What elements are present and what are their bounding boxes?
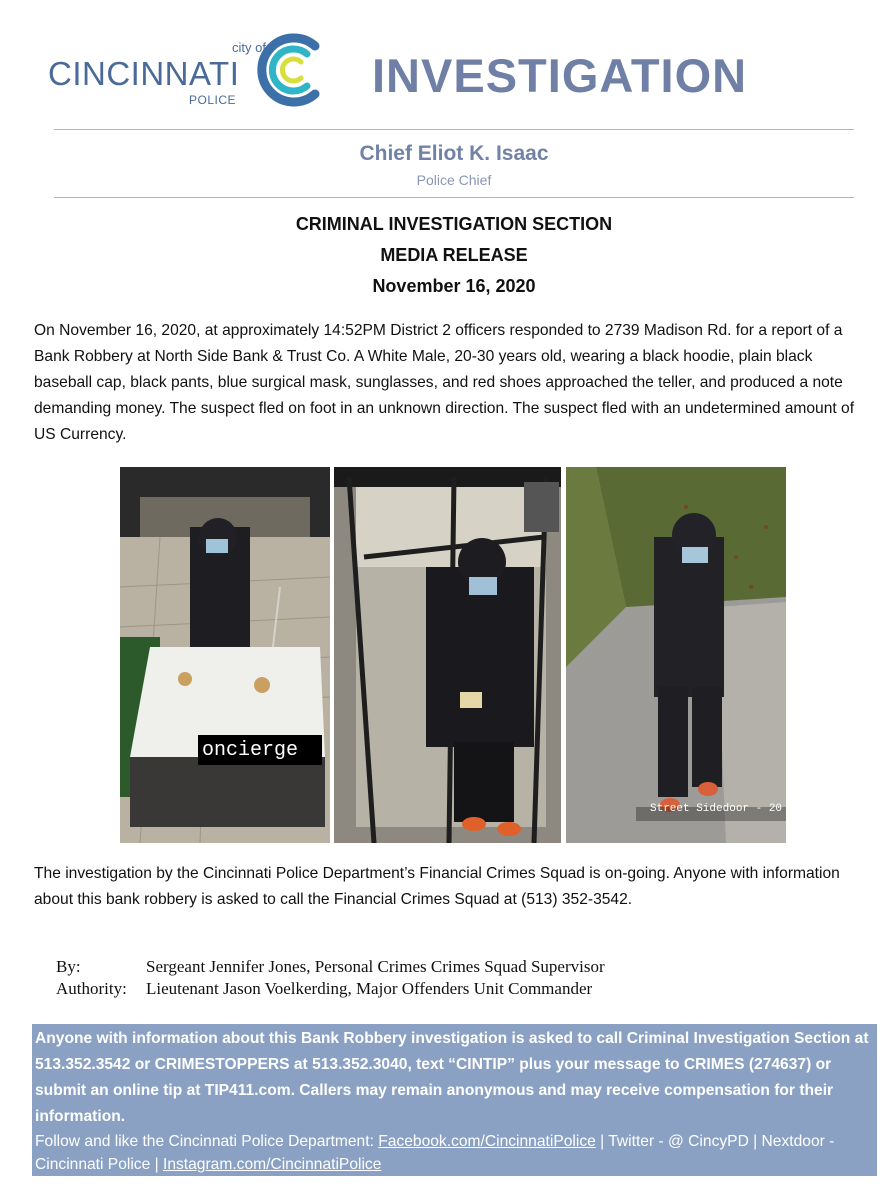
- twitter-nextdoor-text: | Twitter - @ CincyPD | Nextdoor - Cincinnati Police |: [35, 1133, 835, 1173]
- surveillance-photo-2: [334, 467, 561, 843]
- follow-line: [35, 1130, 870, 1176]
- chief-name: Chief Eliot K. Isaac: [359, 142, 549, 165]
- logo-c-mark-icon: [253, 32, 325, 108]
- follow-prefix: Follow and like the Cincinnati Police Department:: [35, 1133, 379, 1150]
- by-value: Sergeant Jennifer Jones, Personal Crimes Crimes Squad Supervisor: [146, 957, 605, 976]
- photo-1-caption: oncierge: [202, 739, 299, 762]
- section-heading: CRIMINAL INVESTIGATION SECTION: [295, 214, 613, 234]
- release-type: MEDIA RELEASE: [380, 245, 528, 265]
- by-label: By:: [56, 957, 81, 976]
- surveillance-photo-3: [566, 467, 786, 843]
- release-date: November 16, 2020: [372, 276, 536, 296]
- divider-bottom: [54, 197, 854, 198]
- investigation-paragraph: The investigation by the Cincinnati Police Department’s Financial Crimes Squad is on-going. Anyone with information about this bank robbery is asked to call the Financial Crimes Squad at (513) 352-3542.: [34, 865, 840, 908]
- logo-police: POLICE: [189, 93, 237, 107]
- facebook-link[interactable]: Facebook.com/CincinnatiPolice: [378, 1133, 596, 1150]
- incident-paragraph: On November 16, 2020, at approximately 14:52PM District 2 officers responded to 2739 Madison Rd. for a report of a Bank Robbery at North Side Bank & Trust Co. A White Male, 20-30 years old, wearing a black hoodie, plain black baseball cap, black pants, blue surgical mask, sunglasses, and red shoes approached the teller, and produced a note demanding money. The suspect fled on foot in an unknown direction. The suspect fled with an undetermined amount of US Currency.: [34, 322, 855, 443]
- chief-title: Police Chief: [416, 172, 492, 188]
- logo-city-of: city of: [232, 40, 266, 55]
- authority-value: Lieutenant Jason Voelkerding, Major Offenders Unit Commander: [146, 979, 593, 998]
- cincinnati-police-logo: [46, 30, 326, 114]
- divider-top: [54, 129, 854, 130]
- instagram-link[interactable]: Instagram.com/CincinnatiPolice: [163, 1156, 382, 1173]
- tip-text: Anyone with information about this Bank Robbery investigation is asked to call Criminal Investigation Section at 513.352.3542 or CRIMESTOPPERS at 513.352.3040, text “CINTIP” plus your message to CRIMES (274637) or submit an online tip at TIP411.com. Callers may remain anonymous and may receive compensation for their information.: [35, 1030, 869, 1125]
- tip-box: [32, 1024, 877, 1176]
- logo-cincinnati: CINCINNATI: [48, 55, 240, 92]
- surveillance-photo-1: [120, 467, 330, 843]
- authority-label: Authority:: [56, 979, 127, 998]
- page-title: INVESTIGATION: [372, 49, 748, 102]
- photo-3-caption: Street Sidedoor - 20: [650, 803, 783, 815]
